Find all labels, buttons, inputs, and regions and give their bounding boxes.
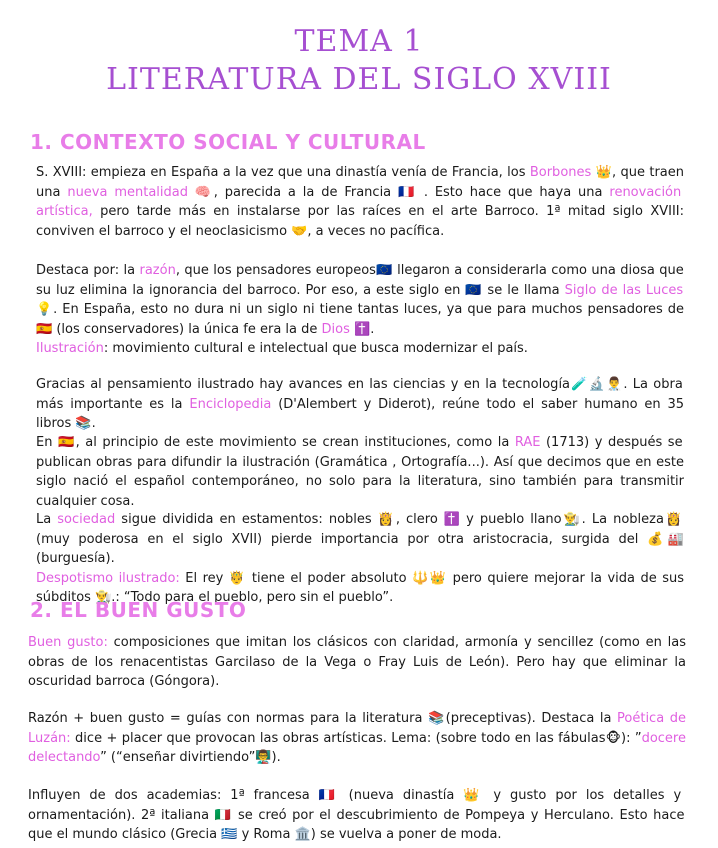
paragraph-buen-gusto-3: Influyen de dos academias: 1ª francesa 🇫🇷 (nueva dinastía 👑 y gusto por los detalles y ornamentación). 2ª italiana 🇮🇹 se creó por el descubrimiento de Pompeya y Herculano. Esto hace que el mundo clásico (Grecia 🇬🇷 y Roma 🏛️) se vuelva a poner de moda. xyxy=(28,788,685,842)
highlight-despotismo: Despotismo ilustrado: xyxy=(36,570,180,586)
page-title: TEMA 1 xyxy=(294,24,424,59)
page-subtitle: LITERATURA DEL SIGLO XVIII xyxy=(106,62,612,97)
paragraph-buen-gusto-2: Razón + buen gusto = guías con normas para la literatura 📚(preceptivas). Destaca la Poética de Luzán: dice + placer que provocan las obras artísticas. Lema: (sobre todo en las fábulas🐵): ”docere delectando” (“enseñar divirtiendo”👨‍🏫). xyxy=(28,711,686,765)
highlight-buen-gusto: Buen gusto: xyxy=(28,635,108,650)
highlight-ilustracion: Ilustración xyxy=(36,341,104,356)
highlight-renovacion: renovación artística, xyxy=(36,184,682,219)
section-heading-buen-gusto: 2. EL BUEN GUSTO xyxy=(30,598,247,622)
highlight-borbones: Borbones xyxy=(529,165,592,180)
highlight-razon: razón xyxy=(139,263,176,278)
highlight-poetica-luzan: Poética de Luzán: xyxy=(28,711,686,746)
highlight-rae: RAE xyxy=(514,435,541,450)
section-heading-contexto: 1. CONTEXTO SOCIAL Y CULTURAL xyxy=(30,130,426,154)
highlight-sociedad: sociedad xyxy=(57,512,116,527)
paragraph-contexto-5: La sociedad sigue dividida en estamentos: nobles 👸, clero ✝️ y pueblo llano👨‍🌾. La nobleza👸 (muy poderosa en el siglo XVII) pierde importancia por otra aristocracia, surgida del 💰🏭 (burguesía). Despotismo ilustrado: El rey 🤴 tiene el poder absoluto 🔱👑 pero quiere mejorar la vida de sus súbditos 👨‍🌾.: “Todo para el pueblo, pero sin el pueblo”. xyxy=(36,512,684,605)
highlight-nueva-mentalidad: nueva mentalidad xyxy=(67,184,188,200)
paragraph-contexto-1: S. XVIII: empieza en España a la vez que una dinastía venía de Francia, los Borbones 👑, que traen una nueva mentalidad 🧠, parecida a la de Francia 🇫🇷 . Esto hace que haya una renovación artística, pero tarde más en instalarse por las raíces en el arte Barroco. 1ª mitad siglo XVIII: conviven el barroco y el neoclasicismo 🤝, a veces no pacífica. xyxy=(36,165,685,239)
paragraph-contexto-2: Destaca por: la razón, que los pensadores europeos🇪🇺 llegaron a considerarla como una diosa que su luz elimina la ignorancia del barroco. Por eso, a este siglo en 🇪🇺 se le llama Siglo de las Luces 💡. En España, esto no dura ni un siglo ni tiene tantas luces, ya que para muchos pensadores de 🇪🇸 (los conservadores) la única fe era la de Dios ✝️. Ilustración: movimiento cultural e intelectual que busca modernizar el país. xyxy=(36,263,684,356)
paragraph-contexto-3: Gracias al pensamiento ilustrado hay avances en las ciencias y en la tecnología🧪🔬👨‍⚕️. La obra más importante es la Enciclopedia (D'Alembert y Diderot), reúne todo el saber humano en 35 libros 📚. xyxy=(36,377,685,431)
highlight-docere-delectando: docere delectando xyxy=(28,730,686,765)
highlight-enciclopedia: Enciclopedia xyxy=(189,396,272,412)
highlight-siglo-luces: Siglo de las Luces xyxy=(564,282,684,298)
highlight-dios: Dios xyxy=(321,321,350,337)
paragraph-buen-gusto-1: Buen gusto: composiciones que imitan los clásicos con claridad, armonía y sencillez (como en las obras de los renacentistas Garcilaso de la Vega o Fray Luis de León). Pero hay que eliminar la oscuridad barroca (Góngora). xyxy=(28,635,686,689)
paragraph-contexto-4: En 🇪🇸, al principio de este movimiento se crean instituciones, como la RAE (1713) y después se publican obras para difundir la ilustración (Gramática , Ortografía...). Así que decimos que en este siglo nació el español contemporáneo, no solo para la literatura, sino también para transmitir cualquier cosa. xyxy=(36,435,684,509)
